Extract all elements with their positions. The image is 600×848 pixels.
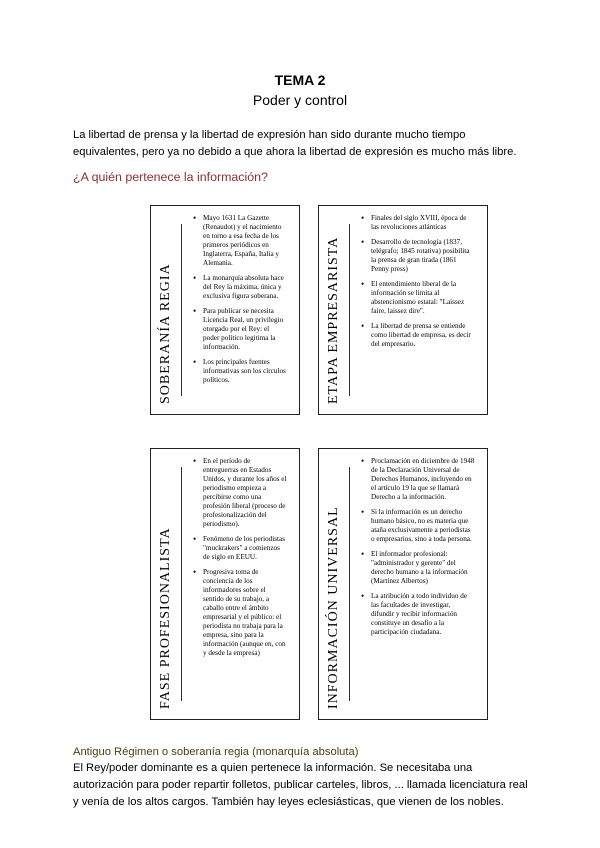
box-label-container [319, 506, 349, 709]
box-label-container [319, 204, 349, 404]
box-fase-profesionalista [150, 448, 300, 720]
box-item-list [193, 214, 287, 391]
box-label-container [151, 204, 181, 404]
box-item: • Progresiva toma de conciencia de los informadores sobre el sentido de su trabajo, a caballo entre el ámbito empresarial y el público: el periodista no trabaja para la empresa, sino para la información (aunque en, con y desde la empresa) [193, 568, 287, 658]
section-heading: Antiguo Régimen o soberanía regia (monarquía absoluta) [73, 746, 359, 758]
box-informacion-universal [318, 448, 488, 720]
vertical-divider [349, 467, 350, 701]
box-item: • Finales del siglo XVIII, época de las revoluciones atlánticas [361, 214, 475, 232]
box-item-list [193, 457, 287, 664]
vertical-divider [181, 467, 182, 701]
vertical-divider [349, 224, 350, 396]
box-label: SOBERANÍA REGIA [158, 263, 173, 404]
box-label: INFORMACIÓN UNIVERSAL [326, 506, 341, 709]
intro-paragraph: La libertad de prensa y la libertad de expresión han sido durante mucho tiempo equivalentes, pero ya no debido a que ahora la libertad de expresión es mucho más libre. [73, 129, 517, 158]
vertical-divider [181, 224, 182, 396]
box-item: • La libertad de prensa se entiende como libertad de empresa, es decir del empresario. [361, 322, 475, 349]
box-label: ETAPA EMPRESARISTA [326, 236, 341, 404]
question-heading: ¿A quién pertenece la información? [73, 170, 268, 184]
closing-paragraph: El Rey/poder dominante es a quien pertenece la información. Se necesitaba una autorización para poder repartir folletos, publicar carteles, libros, ... llamada licenciatura real y venía de los altos cargos. También hay leyes eclesiásticas, que vienen de los nobles. [73, 762, 528, 808]
box-item: • Proclamación en diciembre de 1948 de la Declaración Universal de Derechos Humanos, incluyendo en el artículo 19 la que se llamará Derecho a la información. [361, 457, 475, 502]
box-item: • Mayo 1631 La Gazette (Renaudot) y el nacimiento en torno a esa fecha de los primeros periódicos en Inglaterra, España, Italia y Alemania. [193, 214, 287, 268]
box-item-list [361, 214, 475, 355]
box-item: • El informador profesional: "administrador y gerente" del derecho humano a la información (Martínez Albertos) [361, 550, 475, 586]
page-title: TEMA 2 [274, 72, 326, 88]
box-item: • El entendimiento liberal de la información se limita al abstencionismo estatal: "Laissez faire, laissez dire". [361, 280, 475, 316]
box-item: • Para publicar se necesita Licencia Real, un privilegio otorgado por el Rey: el poder político legitima la información. [193, 307, 287, 352]
page-subtitle: Poder y control [252, 92, 348, 108]
box-item: • Si la información es un derecho humano básico, no es materia que ataña exclusivamente a periodistas o empresarios, sino a toda persona. [361, 508, 475, 544]
box-item: • En el período de entreguerras en Estados Unidos, y durante los años el periodismo empieza a percibirse como una profesión liberal (proceso de profesionalización del periodismo). [193, 457, 287, 529]
box-label-container [151, 509, 181, 709]
box-etapa-empresarista [318, 205, 488, 415]
box-soberania-regia [150, 205, 300, 415]
box-item-list [361, 457, 475, 643]
box-item: • La atribución a todo individuo de las facultades de investigar, difundir y recibir información constituye un desafío a la participación ciudadana. [361, 592, 475, 637]
box-item: • Los principales fuentes informativas son los círculos políticos. [193, 358, 287, 385]
box-label: FASE PROFESIONALISTA [158, 527, 173, 709]
box-item: • Desarrollo de tecnología (1837, telégrafo; 1845 rotativa) posibilita la prensa de gran tirada (1861 Penny press) [361, 238, 475, 274]
box-item: • La monarquía absoluta hace del Rey la máxima, única y exclusiva figura soberana. [193, 274, 287, 301]
box-item: • Fenómeno de los periodistas "muckrakers" a comienzos de siglo en EEUU. [193, 535, 287, 562]
